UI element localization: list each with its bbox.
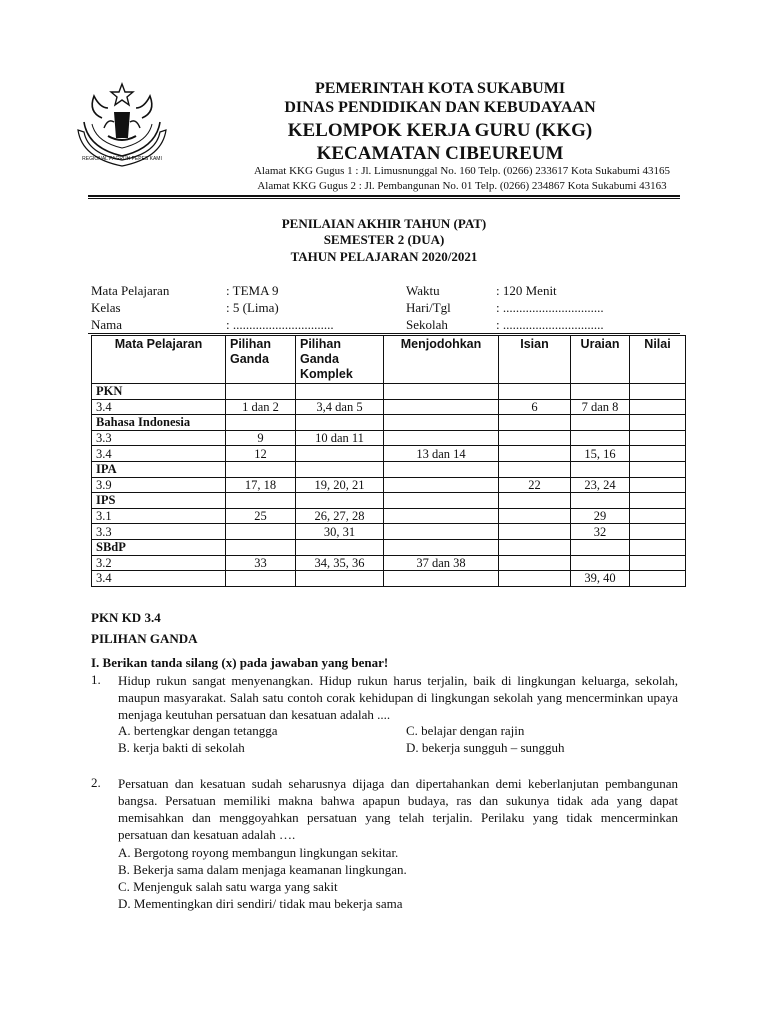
table-cell bbox=[630, 477, 686, 493]
table-cell bbox=[571, 430, 630, 446]
table-row bbox=[92, 446, 686, 462]
table-cell: 29 bbox=[571, 508, 630, 524]
table-cell bbox=[226, 524, 296, 540]
table-cell: SBdP bbox=[92, 539, 226, 555]
table-cell bbox=[499, 415, 571, 431]
table-cell: Bahasa Indonesia bbox=[92, 415, 226, 431]
info-class-label: Kelas bbox=[91, 300, 121, 315]
table-cell: 3.3 bbox=[92, 430, 226, 446]
table-cell bbox=[630, 446, 686, 462]
table-cell: 3.4 bbox=[92, 446, 226, 462]
table-cell bbox=[226, 571, 296, 587]
question-1-option-d: D. bekerja sungguh – sungguh bbox=[406, 740, 565, 755]
info-subject-value: : TEMA 9 bbox=[226, 283, 279, 298]
table-cell bbox=[630, 399, 686, 415]
table-cell: 30, 31 bbox=[296, 524, 384, 540]
table-cell: 22 bbox=[499, 477, 571, 493]
table-cell: 3.2 bbox=[92, 555, 226, 571]
table-cell bbox=[630, 539, 686, 555]
table-header-cell: Nilai bbox=[630, 336, 686, 384]
emblem-logo bbox=[74, 78, 170, 170]
table-cell: 3.1 bbox=[92, 508, 226, 524]
table-cell: 39, 40 bbox=[571, 571, 630, 587]
table-cell bbox=[571, 493, 630, 509]
table-cell bbox=[296, 539, 384, 555]
table-cell bbox=[384, 571, 499, 587]
table-row bbox=[92, 555, 686, 571]
table-cell: 26, 27, 28 bbox=[296, 508, 384, 524]
table-header-cell: Pilihan Ganda Komplek bbox=[296, 336, 384, 384]
table-row bbox=[92, 508, 686, 524]
table-cell bbox=[630, 571, 686, 587]
table-row bbox=[92, 430, 686, 446]
header-address-1: Alamat KKG Gugus 1 : Jl. Limusnunggal No. 160 Telp. (0266) 233617 Kota Sukabumi 43165 bbox=[253, 165, 671, 177]
question-2-option-b: B. Bekerja sama dalam menjaga keamanan lingkungan. bbox=[118, 862, 407, 877]
table-body bbox=[92, 384, 686, 587]
info-time-value: : 120 Menit bbox=[496, 283, 557, 298]
table-cell bbox=[571, 461, 630, 477]
table-cell: 19, 20, 21 bbox=[296, 477, 384, 493]
section-type: PILIHAN GANDA bbox=[91, 631, 198, 646]
table-cell bbox=[571, 555, 630, 571]
table-cell: 15, 16 bbox=[571, 446, 630, 462]
table-cell bbox=[384, 524, 499, 540]
header-address-2: Alamat KKG Gugus 2 : Jl. Pembangunan No. 01 Telp. (0266) 234867 Kota Sukabumi 43163 bbox=[257, 180, 667, 192]
table-header-row bbox=[92, 336, 686, 384]
table-cell bbox=[499, 571, 571, 587]
table-cell: 33 bbox=[226, 555, 296, 571]
section-instruction: I. Berikan tanda silang (x) pada jawaban yang benar! bbox=[91, 655, 389, 670]
header-government: PEMERINTAH KOTA SUKABUMI bbox=[314, 80, 566, 97]
table-cell bbox=[226, 461, 296, 477]
table-cell bbox=[296, 461, 384, 477]
table-cell bbox=[226, 539, 296, 555]
table-cell bbox=[630, 461, 686, 477]
table-cell bbox=[630, 384, 686, 400]
table-row bbox=[92, 477, 686, 493]
question-1-number: 1. bbox=[91, 672, 101, 687]
table-cell bbox=[384, 430, 499, 446]
table-cell bbox=[630, 415, 686, 431]
table-cell bbox=[384, 493, 499, 509]
question-2-option-a: A. Bergotong royong membangun lingkungan sekitar. bbox=[118, 845, 399, 860]
table-cell bbox=[384, 477, 499, 493]
table-cell: 7 dan 8 bbox=[571, 399, 630, 415]
table-cell bbox=[499, 508, 571, 524]
table-cell: 3.4 bbox=[92, 399, 226, 415]
table-cell bbox=[630, 493, 686, 509]
info-divider bbox=[88, 333, 680, 334]
exam-year: TAHUN PELAJARAN 2020/2021 bbox=[290, 249, 478, 264]
table-row bbox=[92, 539, 686, 555]
table-cell bbox=[384, 399, 499, 415]
question-1-option-a: A. bertengkar dengan tetangga bbox=[118, 723, 278, 738]
question-1-option-b: B. kerja bakti di sekolah bbox=[118, 740, 245, 755]
table-cell: 23, 24 bbox=[571, 477, 630, 493]
table-cell bbox=[499, 461, 571, 477]
table-cell bbox=[384, 508, 499, 524]
info-name-label: Nama bbox=[91, 317, 123, 332]
table-header-cell: Uraian bbox=[571, 336, 630, 384]
table-cell bbox=[630, 555, 686, 571]
header-kkg: KELOMPOK KERJA GURU (KKG) bbox=[287, 120, 593, 141]
table-cell: 3.4 bbox=[92, 571, 226, 587]
table-row bbox=[92, 461, 686, 477]
table-cell bbox=[499, 524, 571, 540]
table-header-cell: Pilihan Ganda bbox=[226, 336, 296, 384]
table-cell bbox=[499, 555, 571, 571]
table-row bbox=[92, 524, 686, 540]
table-cell bbox=[384, 415, 499, 431]
table-cell: 3.9 bbox=[92, 477, 226, 493]
table-cell bbox=[384, 539, 499, 555]
table-row bbox=[92, 493, 686, 509]
table-cell bbox=[571, 539, 630, 555]
table-cell bbox=[296, 415, 384, 431]
table-cell: PKN bbox=[92, 384, 226, 400]
exam-title: PENILAIAN AKHIR TAHUN (PAT) bbox=[281, 216, 487, 231]
question-2-number: 2. bbox=[91, 775, 101, 790]
table-row bbox=[92, 571, 686, 587]
table-cell bbox=[571, 415, 630, 431]
info-name-value: : ............................... bbox=[226, 317, 334, 332]
table-cell: IPS bbox=[92, 493, 226, 509]
table-cell: 12 bbox=[226, 446, 296, 462]
table-cell bbox=[296, 446, 384, 462]
table-cell: 25 bbox=[226, 508, 296, 524]
question-2-text: Persatuan dan kesatuan sudah seharusnya dijaga dan dipertahankan demi keberlanjutan pembangunan bangsa. Persatuan memiliki makna bahwa apapun budaya, ras dan sukunya tidak ada yang dapat memisahkan dan menggoyahkan persatuan yang telah terjalin. Perilaku yang tidak mencerminkan persatuan dan kesatuan adalah …. bbox=[118, 776, 678, 842]
header-divider-thin bbox=[88, 198, 680, 199]
table-cell: 9 bbox=[226, 430, 296, 446]
question-distribution-table bbox=[91, 335, 686, 587]
table-cell bbox=[630, 508, 686, 524]
table-cell: 13 dan 14 bbox=[384, 446, 499, 462]
header-department: DINAS PENDIDIKAN DAN KEBUDAYAAN bbox=[284, 99, 596, 116]
table-cell bbox=[499, 446, 571, 462]
exam-semester: SEMESTER 2 (DUA) bbox=[323, 232, 445, 247]
info-school-label: Sekolah bbox=[406, 317, 448, 332]
table-cell bbox=[384, 384, 499, 400]
table-cell bbox=[226, 493, 296, 509]
table-cell bbox=[226, 415, 296, 431]
header-district: KECAMATAN CIBEUREUM bbox=[316, 143, 564, 164]
table-cell bbox=[384, 461, 499, 477]
table-cell bbox=[499, 430, 571, 446]
question-2-option-c: C. Menjenguk salah satu warga yang sakit bbox=[118, 879, 338, 894]
info-date-value: : ............................... bbox=[496, 300, 604, 315]
info-date-label: Hari/Tgl bbox=[406, 300, 451, 315]
table-cell bbox=[630, 430, 686, 446]
table-cell bbox=[226, 384, 296, 400]
table-header-cell: Menjodohkan bbox=[384, 336, 499, 384]
table-cell: 3,4 dan 5 bbox=[296, 399, 384, 415]
table-cell bbox=[296, 384, 384, 400]
table-cell bbox=[499, 493, 571, 509]
table-cell bbox=[630, 524, 686, 540]
info-subject-label: Mata Pelajaran bbox=[91, 283, 170, 298]
table-cell: 34, 35, 36 bbox=[296, 555, 384, 571]
question-2-option-d: D. Mementingkan diri sendiri/ tidak mau bekerja sama bbox=[118, 896, 403, 911]
table-cell: 37 dan 38 bbox=[384, 555, 499, 571]
emblem-logo-text: REGIONAL PAGRUH PEPES KAMI bbox=[82, 156, 162, 162]
section-kd: PKN KD 3.4 bbox=[91, 610, 161, 625]
info-class-value: : 5 (Lima) bbox=[226, 300, 279, 315]
table-cell: 3.3 bbox=[92, 524, 226, 540]
table-cell bbox=[296, 571, 384, 587]
table-row bbox=[92, 415, 686, 431]
question-1-text: Hidup rukun sangat menyenangkan. Hidup rukun harus terjalin, baik di lingkungan keluarga, sekolah, maupun masyarakat. Salah satu contoh corak kehidupan di lingkungan sekolah yang mencerminkan upaya menjaga keutuhan persatuan dan kesatuan adalah .... bbox=[118, 673, 678, 722]
question-1-option-c: C. belajar dengan rajin bbox=[406, 723, 525, 738]
table-cell: 32 bbox=[571, 524, 630, 540]
header-divider-thick bbox=[88, 195, 680, 197]
table-cell bbox=[499, 539, 571, 555]
info-school-value: : ............................... bbox=[496, 317, 604, 332]
table-cell: 17, 18 bbox=[226, 477, 296, 493]
table-cell: IPA bbox=[92, 461, 226, 477]
table-cell: 1 dan 2 bbox=[226, 399, 296, 415]
table-row bbox=[92, 399, 686, 415]
table-cell: 10 dan 11 bbox=[296, 430, 384, 446]
info-time-label: Waktu bbox=[406, 283, 440, 298]
table-row bbox=[92, 384, 686, 400]
table-header-cell: Mata Pelajaran bbox=[92, 336, 226, 384]
table-cell bbox=[296, 493, 384, 509]
table-cell bbox=[499, 384, 571, 400]
table-cell bbox=[571, 384, 630, 400]
table-cell: 6 bbox=[499, 399, 571, 415]
table-header-cell: Isian bbox=[499, 336, 571, 384]
